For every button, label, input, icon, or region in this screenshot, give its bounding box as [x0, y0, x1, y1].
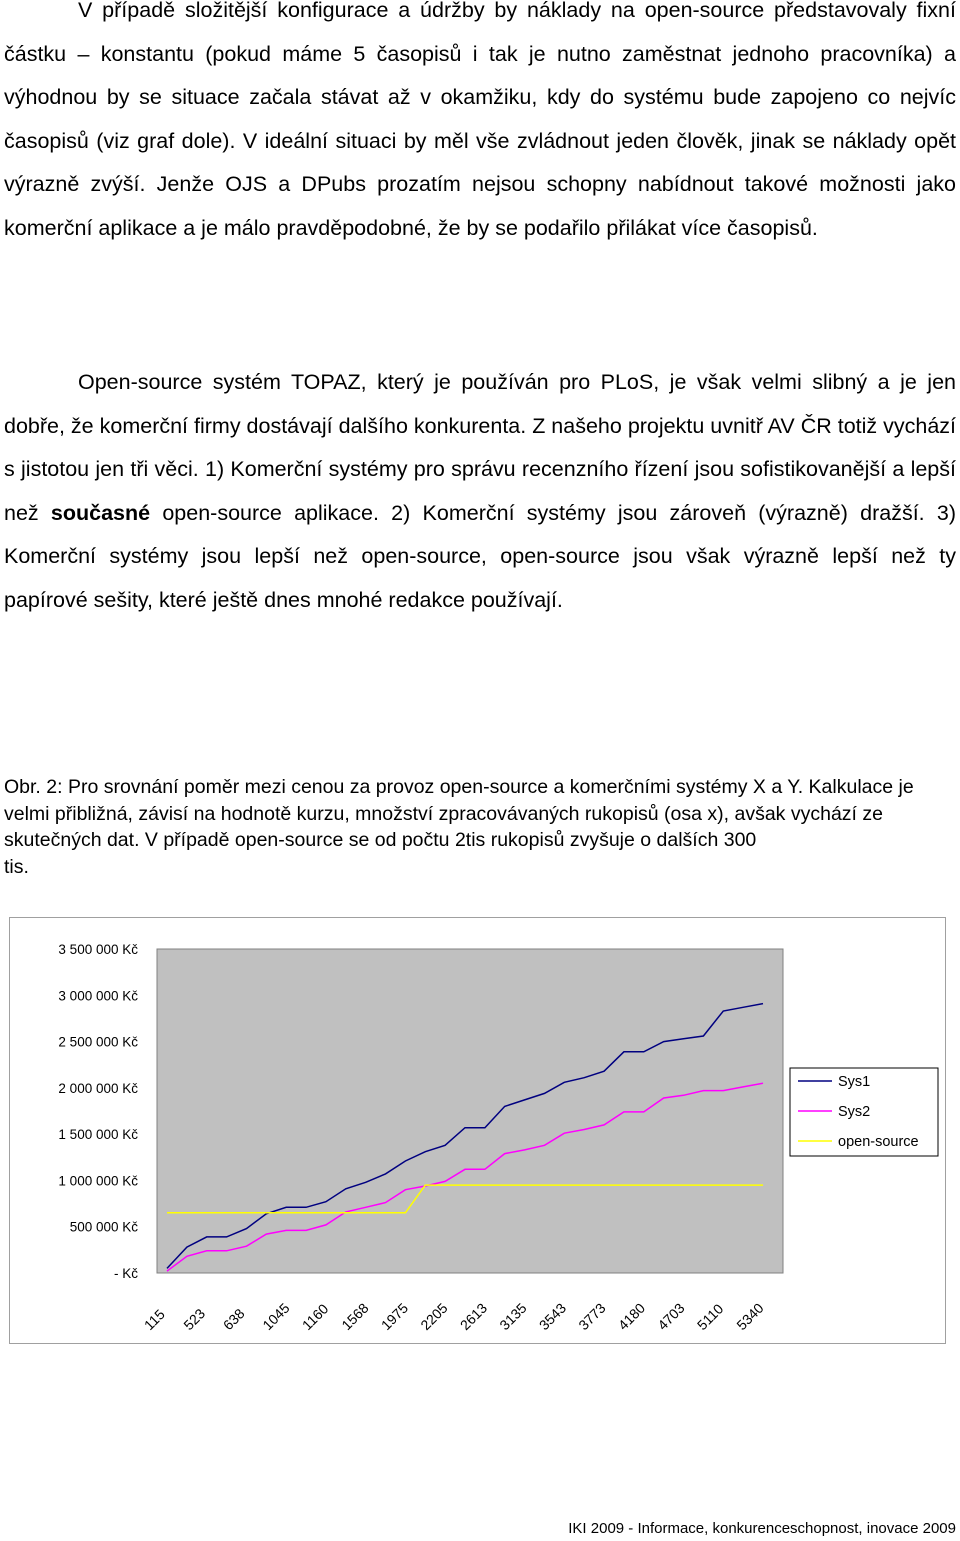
figure-caption-text: Obr. 2: Pro srovnání poměr mezi cenou za provoz open-source a komerčními systémy X a Y. Kalkulace je velmi přibližná, závisí na hodnotě kurzu, množství zpracovávaných rukopisů (osa x), avšak vychází ze skutečných dat. V případě open-source se od počtu 2tis rukopisů zvyšuje o dalších 300 [4, 776, 914, 851]
legend-label: Sys2 [838, 1104, 871, 1120]
x-tick-label: 4703 [654, 1299, 688, 1334]
y-tick-label: 500 000 Kč [69, 1219, 138, 1235]
x-tick-label: 4180 [614, 1299, 649, 1334]
x-tick-label: 1568 [338, 1299, 372, 1334]
x-tick-label: 3773 [575, 1299, 609, 1334]
paragraph-2-bold-word: současné [50, 500, 151, 525]
x-tick-label: 3543 [535, 1299, 570, 1334]
y-tick-label: 3 000 000 Kč [58, 988, 138, 1004]
x-tick-label: 2205 [417, 1299, 451, 1334]
paragraph-1 [4, 0, 956, 250]
paragraph-2 [4, 361, 956, 622]
paragraph-2-text-start: Open-source systém TOPAZ, který je používán pro PLoS, je však velmi slibný a je jen dobře, že komerční firmy dostávají dalšího konkurenta. Z našeho projektu uvnitř AV ČR totiž vychází s jistotou jen tři věci. 1) Komerční systémy pro správu recenzního řízení jsou sofistikovanější a lepší než [4, 370, 957, 525]
x-tick-label: 1975 [377, 1299, 412, 1334]
legend-label: Sys1 [838, 1074, 871, 1090]
x-tick-label: 1045 [259, 1299, 293, 1334]
x-tick-label: 2613 [456, 1299, 491, 1334]
y-tick-label: - Kč [113, 1266, 138, 1281]
legend-label: open-source [838, 1134, 919, 1150]
y-tick-label: 1 000 000 Kč [58, 1173, 138, 1189]
cost-comparison-chart [9, 917, 946, 1344]
x-tick-label: 5110 [693, 1300, 727, 1334]
x-tick-label: 5340 [733, 1299, 767, 1334]
x-tick-label: 115 [140, 1306, 168, 1334]
y-tick-label: 3 500 000 Kč [58, 942, 138, 957]
y-tick-label: 2 000 000 Kč [58, 1080, 138, 1096]
x-tick-label: 3135 [496, 1299, 530, 1334]
y-tick-label: 2 500 000 Kč [58, 1034, 138, 1050]
line-chart-svg [10, 918, 945, 1343]
figure-caption [4, 774, 944, 880]
figure-caption-text-end: tis. [4, 855, 29, 878]
page-footer: IKI 2009 - Informace, konkurenceschopnost, inovace 2009 [568, 1520, 956, 1537]
x-tick-label: 638 [219, 1305, 248, 1334]
x-tick-label: 523 [180, 1305, 209, 1334]
paragraph-1-text: V případě složitější konfigurace a údržby by náklady na open-source představovaly fixní částku – konstantu (pokud máme 5 časopisů i tak je nutno zaměstnat jednoho pracovníka) a výhodnou by se situace začala stávat až v okamžiku, kdy do systému bude zapojeno co nejvíc časopisů (viz graf dole). V ideální situaci by měl vše zvládnout jeden člověk, jinak se náklady opět výrazně zvýší. Jenže OJS a DPubs prozatím nejsou schopny nabídnout takové možnosti jako komerční aplikace a je málo pravděpodobné, že by se podařilo přilákat více časopisů. [4, 0, 956, 240]
paragraph-2-text-end: open-source aplikace. 2) Komerční systémy jsou zároveň (výrazně) dražší. 3) Komerční systémy jsou lepší než open-source, open-source jsou však výrazně lepší než ty papírové sešity, které ještě dnes mnohé redakce používají. [4, 500, 956, 612]
x-tick-label: 1160 [298, 1300, 332, 1334]
y-tick-label: 1 500 000 Kč [58, 1127, 138, 1143]
